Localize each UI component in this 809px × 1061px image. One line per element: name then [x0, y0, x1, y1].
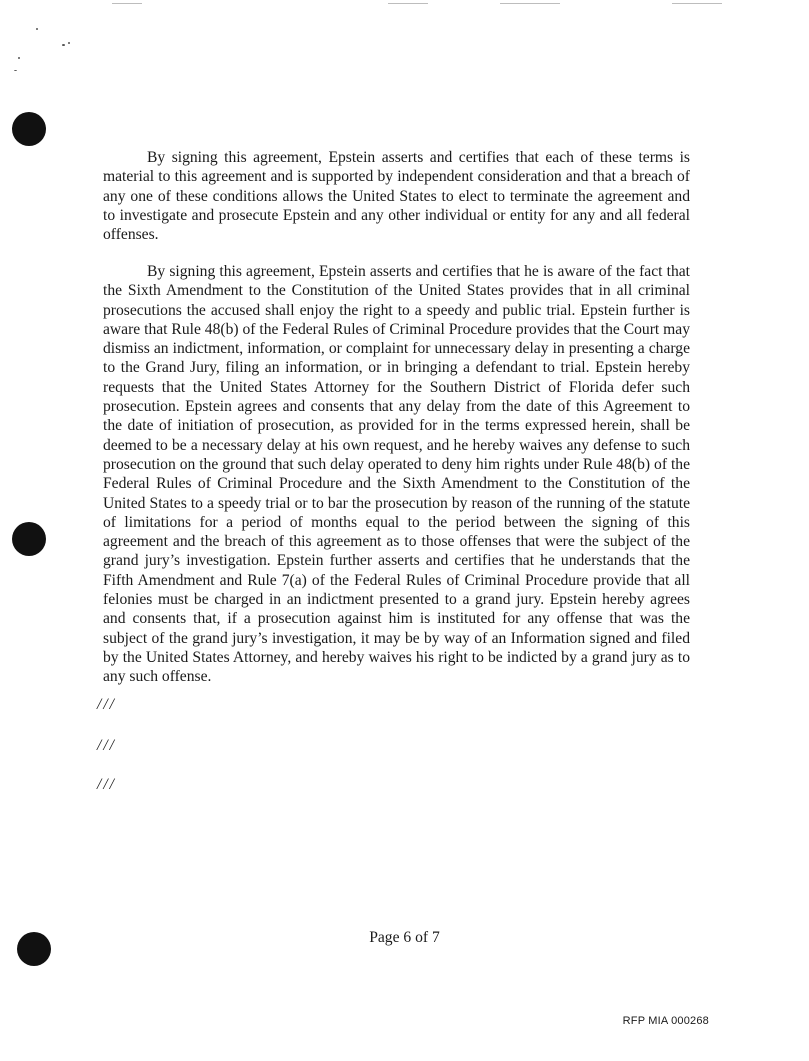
paragraph-speedy-trial-waiver: By signing this agreement, Epstein asserts and certifies that he is aware of the fact that the Sixth Amendment to the Constitution of the United States provides that in all criminal prosecutions the accused shall enjoy the right to a speedy and public trial. Epstein further is aware that Rule 48(b) of the Federal Rules of Criminal Procedure provides that the Court may dismiss an indictment, information, or complaint for unnecessary delay in presenting a charge to the Grand Jury, filing an information, or in bringing a defendant to trial. Epstein hereby requests that the United States Attorney for the Southern District of Florida defer such prosecution. Epstein agrees and consents that any delay from the date of this Agreement to the date of initiation of prosecution, as provided for in the terms expressed herein, shall be deemed to be a necessary delay at his own request, and he hereby waives any defense to such prosecution on the ground that such delay operated to deny him rights under Rule 48(b) of the Federal Rules of Criminal Procedure and the Sixth Amendment to the Constitution of the United States to a speedy trial or to bar the prosecution by reason of the running of the statute of limitations for a period of months equal to the period between the signing of this agreement and the breach of this agreement as to those offenses that were the subject of the grand jury’s investigation. Epstein further asserts and certifies that he understands that the Fifth Amendment and Rule 7(a) of the Federal Rules of Criminal Procedure provide that all felonies must be charged in an indictment presented to a grand jury. Epstein hereby agrees and consents that, if a prosecution against him is instituted for any offense that was the subject of the grand jury’s investigation, it may be by way of an Information signed and filed by the United States Attorney, and hereby waives his right to be indicted by a grand jury as to any such offense.: [103, 263, 690, 686]
scan-speck: [62, 44, 65, 46]
scan-speck: [14, 70, 17, 71]
paragraph-termination-clause: By signing this agreement, Epstein asserts and certifies that each of these terms is material to this agreement and is supported by independent consideration and that a breach of any one of these conditions allows the United States to elect to terminate the agreement and to investigate and prosecute Epstein and any other individual or entity for any and all federal offenses.: [103, 149, 690, 244]
hole-punch: [12, 522, 46, 556]
section-marker: ///: [97, 696, 116, 713]
section-marker: ///: [97, 776, 116, 793]
scan-speck: [68, 42, 70, 44]
bates-number: RFP MIA 000268: [622, 1015, 709, 1027]
page-number: Page 6 of 7: [369, 929, 440, 946]
scan-edge-mark: [388, 3, 428, 4]
scan-edge-mark: [672, 3, 722, 4]
hole-punch: [12, 112, 46, 146]
scan-speck: [18, 57, 20, 59]
scan-speck: [36, 28, 38, 30]
scan-edge-mark: [112, 3, 142, 4]
scan-edge-mark: [500, 3, 560, 4]
section-marker: ///: [97, 737, 116, 754]
